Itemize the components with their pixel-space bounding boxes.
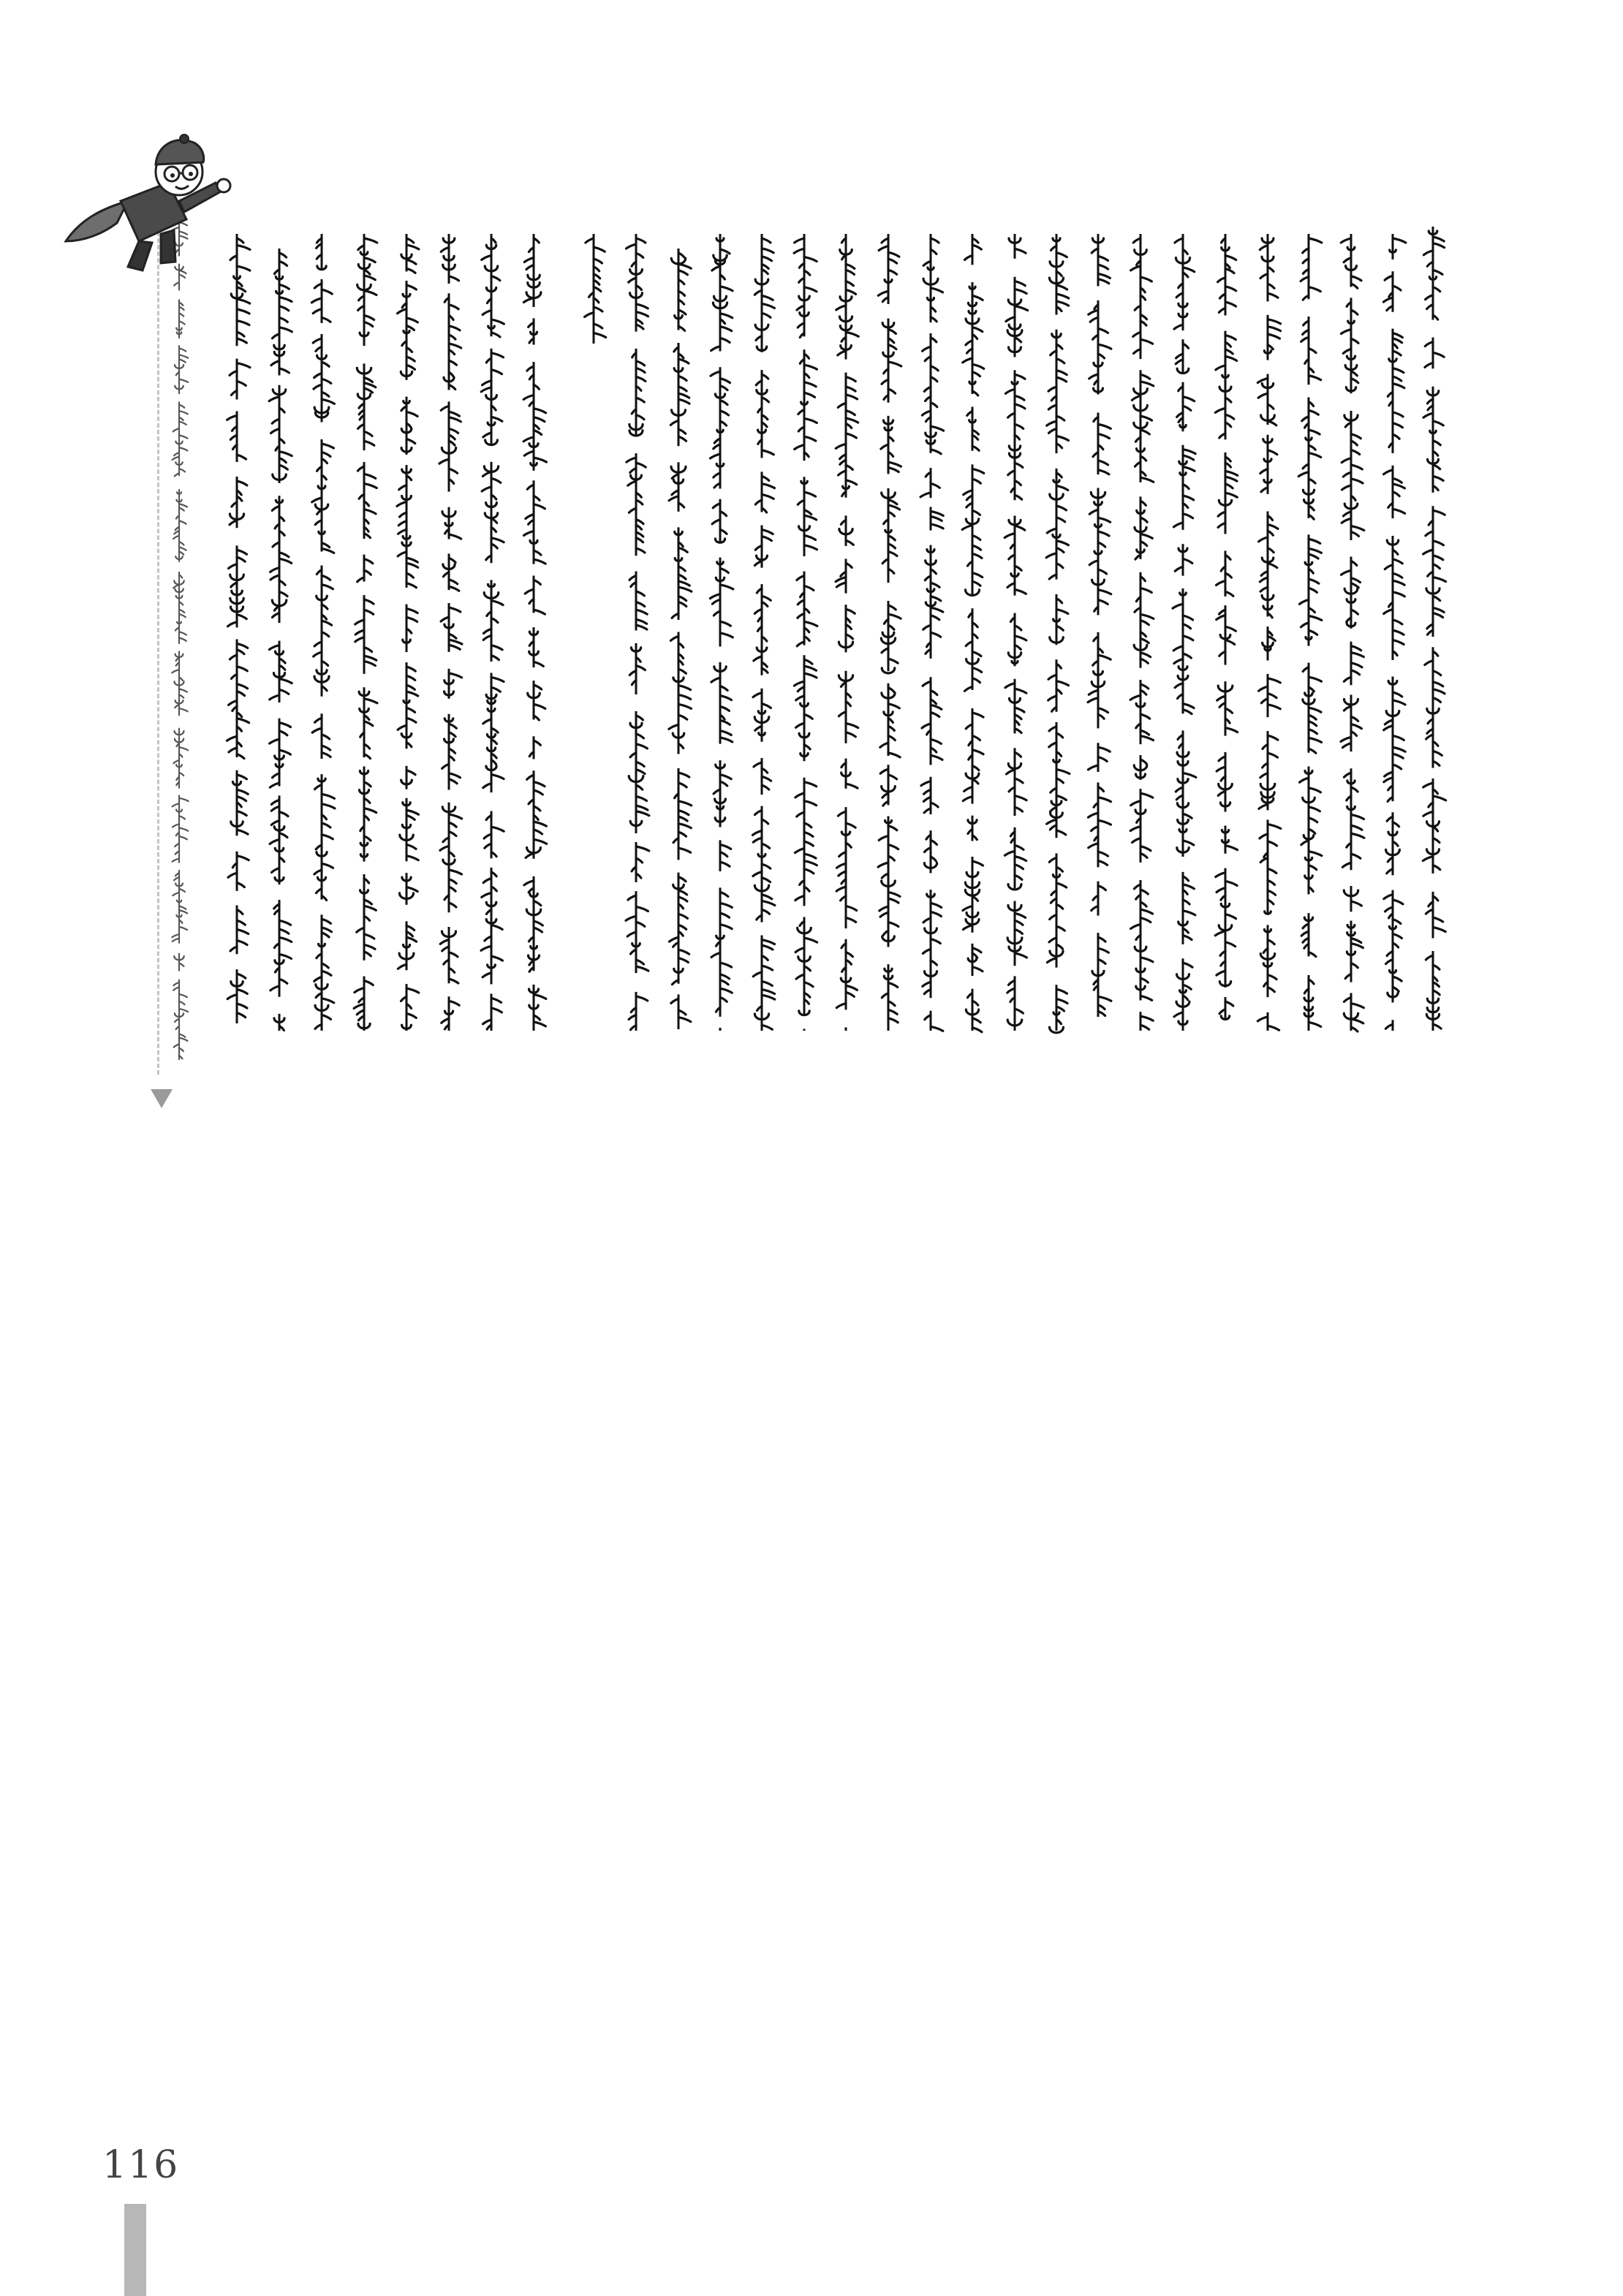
text-column <box>311 234 335 1031</box>
text-column <box>1298 234 1322 1031</box>
page-edge-tab <box>124 2204 146 2296</box>
text-column <box>626 234 649 1031</box>
text-column <box>920 234 944 1031</box>
text-column <box>269 249 292 1031</box>
text-column <box>794 234 817 1031</box>
text-column <box>1423 227 1445 1031</box>
text-column <box>523 234 547 1031</box>
text-column <box>585 234 606 344</box>
text-column <box>878 234 901 1031</box>
text-column <box>1257 234 1281 1031</box>
text-column <box>1215 234 1237 1020</box>
text-column <box>752 234 774 1031</box>
text-column <box>669 249 692 1029</box>
text-column <box>1383 234 1406 1031</box>
text-column <box>397 234 419 1031</box>
text-column <box>1130 234 1154 1031</box>
text-column <box>354 234 377 1031</box>
text-column <box>1046 234 1070 1033</box>
text-column <box>1088 234 1111 1017</box>
page-number: 116 <box>102 2143 180 2187</box>
text-column <box>710 234 733 1031</box>
text-column <box>1173 234 1196 1031</box>
text-column <box>481 234 504 1031</box>
text-column <box>836 234 858 1031</box>
text-column <box>1005 234 1027 1031</box>
text-column <box>962 234 984 1032</box>
text-column <box>439 234 462 1031</box>
text-column <box>1341 234 1364 1031</box>
text-column <box>227 234 250 1023</box>
